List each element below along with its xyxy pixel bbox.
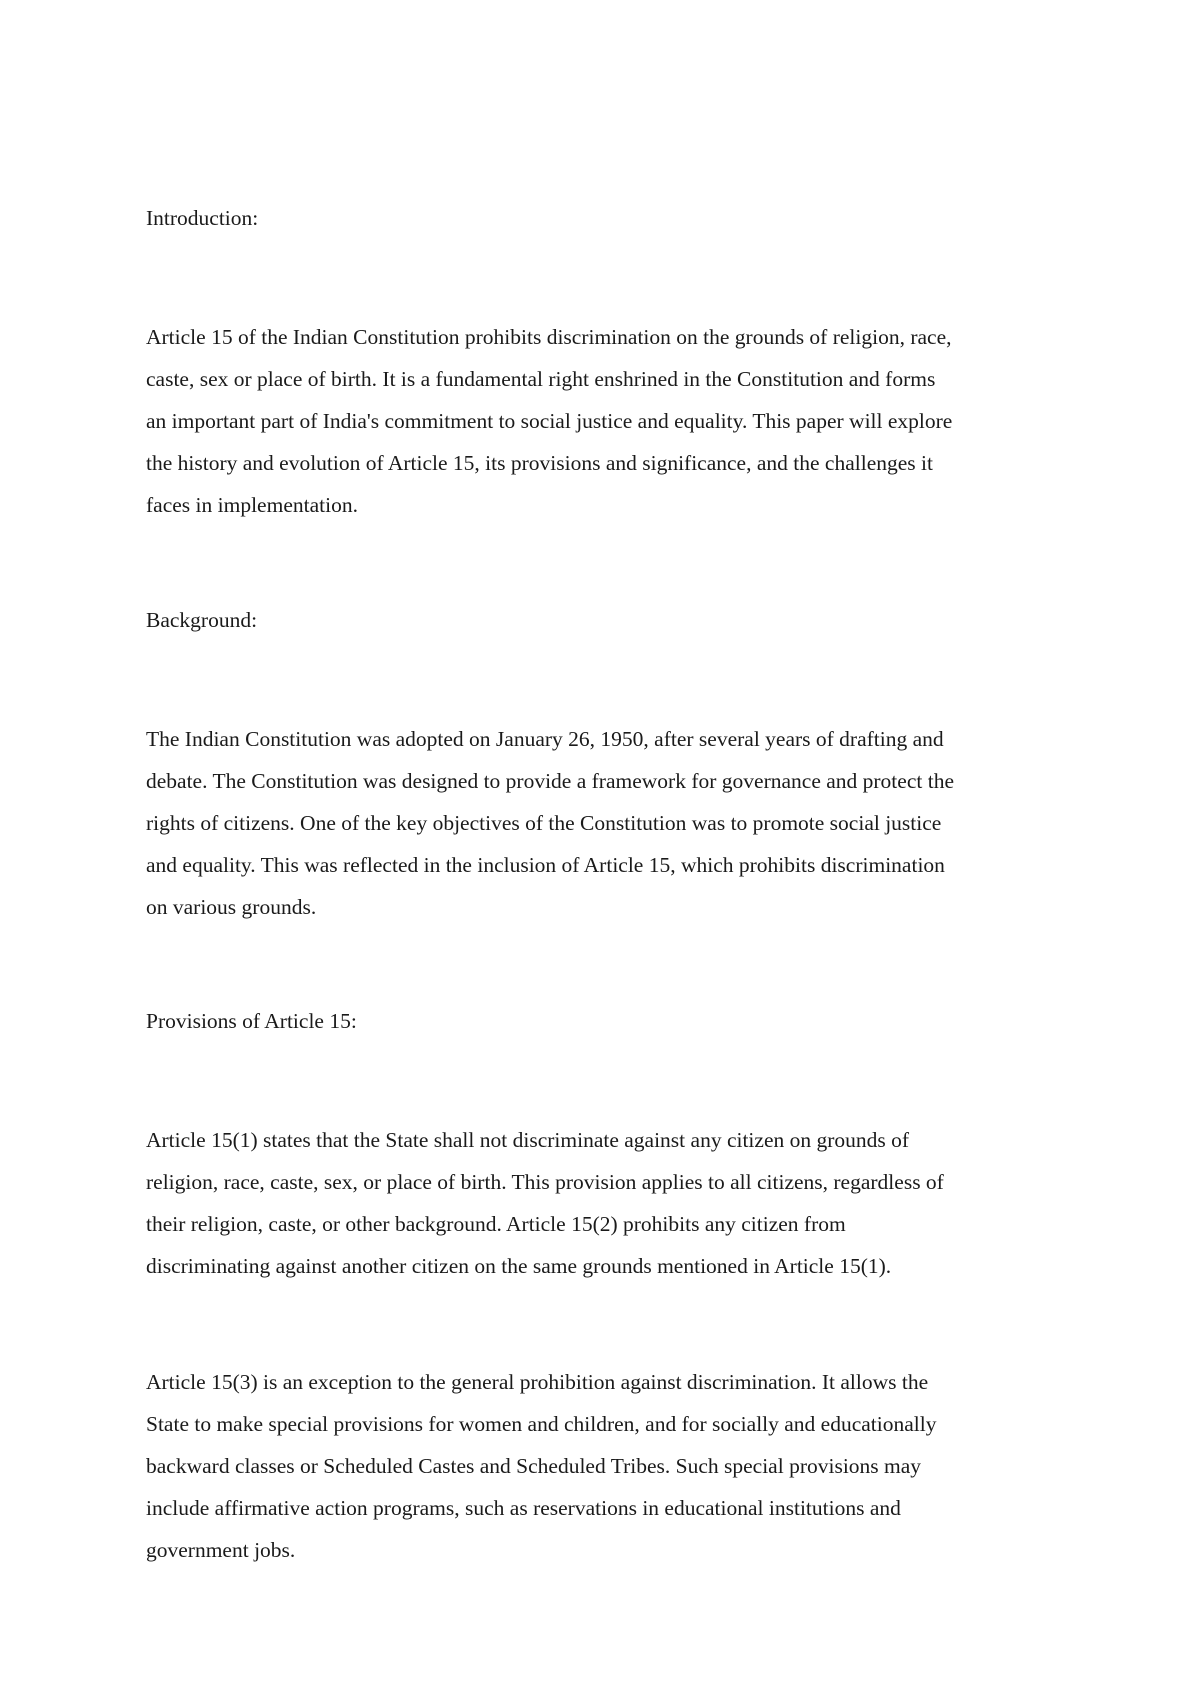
section-heading-provisions bbox=[146, 1000, 1076, 1042]
paragraph-provisions-1 bbox=[146, 1119, 1076, 1287]
paragraph-line: caste, sex or place of birth. It is a fundamental right enshrined in the Constitution and forms bbox=[146, 367, 936, 391]
paragraph-line: faces in implementation. bbox=[146, 493, 358, 517]
paragraph-line: backward classes or Scheduled Castes and Scheduled Tribes. Such special provisions may bbox=[146, 1454, 922, 1478]
paragraph-line: religion, race, caste, sex, or place of birth. This provision applies to all citizens, regardless of bbox=[146, 1170, 944, 1194]
paragraph-line: Article 15(3) is an exception to the general prohibition against discrimination. It allows the bbox=[146, 1370, 929, 1394]
paragraph-line: on various grounds. bbox=[146, 895, 317, 919]
paragraph-provisions-2 bbox=[146, 1361, 1076, 1571]
paragraph-line: Article 15(1) states that the State shall not discriminate against any citizen on grounds of bbox=[146, 1128, 910, 1152]
paragraph-background bbox=[146, 718, 1076, 928]
paragraph-introduction bbox=[146, 316, 1076, 526]
paragraph-line: rights of citizens. One of the key objectives of the Constitution was to promote social justice bbox=[146, 811, 942, 835]
paragraph-line: discriminating against another citizen on the same grounds mentioned in Article 15(1). bbox=[146, 1254, 892, 1278]
paragraph-line: an important part of India's commitment to social justice and equality. This paper will explore bbox=[146, 409, 953, 433]
heading-text: Provisions of Article 15: bbox=[146, 1009, 357, 1033]
section-heading-introduction bbox=[146, 197, 1076, 239]
paragraph-line: State to make special provisions for women and children, and for socially and educationally bbox=[146, 1412, 937, 1436]
paragraph-line: government jobs. bbox=[146, 1538, 296, 1562]
paragraph-line: include affirmative action programs, such as reservations in educational institutions and bbox=[146, 1496, 901, 1520]
heading-text: Introduction: bbox=[146, 206, 259, 230]
section-heading-background bbox=[146, 599, 1076, 641]
paragraph-line: the history and evolution of Article 15, its provisions and significance, and the challenges it bbox=[146, 451, 933, 475]
heading-text: Background: bbox=[146, 608, 258, 632]
paragraph-line: and equality. This was reflected in the inclusion of Article 15, which prohibits discrimination bbox=[146, 853, 945, 877]
paragraph-line: debate. The Constitution was designed to provide a framework for governance and protect the bbox=[146, 769, 954, 793]
paragraph-line: their religion, caste, or other background. Article 15(2) prohibits any citizen from bbox=[146, 1212, 846, 1236]
paragraph-line: Article 15 of the Indian Constitution prohibits discrimination on the grounds of religion, race, bbox=[146, 325, 952, 349]
paragraph-line: The Indian Constitution was adopted on January 26, 1950, after several years of drafting and bbox=[146, 727, 944, 751]
